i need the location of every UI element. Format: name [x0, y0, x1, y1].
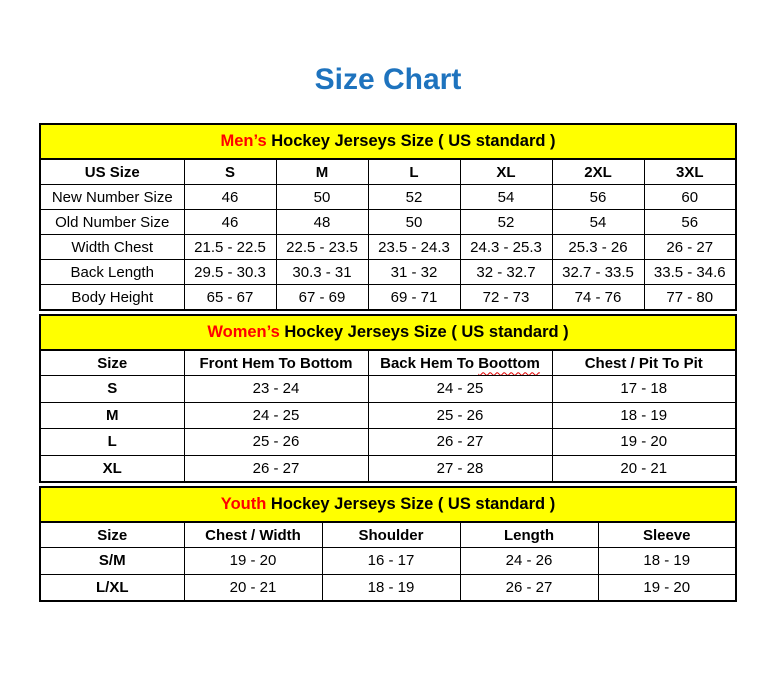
women-value-cell: 19 - 20 [552, 429, 736, 456]
women-value-cell: 25 - 26 [368, 402, 552, 429]
youth-section-title-highlight: Youth [220, 495, 267, 513]
men-column-header: S [184, 159, 276, 185]
women-table-row [40, 455, 736, 482]
men-value-cell: 46 [184, 185, 276, 210]
men-row-label: Body Height [40, 285, 184, 311]
men-row-label: New Number Size [40, 185, 184, 210]
youth-value-cell: 16 - 17 [322, 548, 460, 575]
women-column-header: Size [40, 350, 184, 376]
men-value-cell: 52 [368, 185, 460, 210]
men-value-cell: 33.5 - 34.6 [644, 260, 736, 285]
page-title: Size Chart [314, 63, 462, 96]
women-column-header: Front Hem To Bottom [184, 350, 368, 376]
youth-value-cell: 18 - 19 [322, 574, 460, 601]
youth-column-header: Sleeve [598, 522, 736, 548]
youth-table-row [40, 548, 736, 575]
women-section-title-highlight: Women’s [207, 323, 280, 341]
women-value-cell: 26 - 27 [184, 455, 368, 482]
youth-value-cell: 19 - 20 [184, 548, 322, 575]
mens-size-table [39, 123, 737, 311]
men-column-header: L [368, 159, 460, 185]
women-value-cell: 25 - 26 [184, 429, 368, 456]
men-value-cell: 48 [276, 210, 368, 235]
men-value-cell: 72 - 73 [460, 285, 552, 311]
women-row-label: L [40, 429, 184, 456]
men-column-header: M [276, 159, 368, 185]
men-value-cell: 31 - 32 [368, 260, 460, 285]
men-value-cell: 50 [276, 185, 368, 210]
men-value-cell: 32 - 32.7 [460, 260, 552, 285]
men-section-title: Men’s Hockey Jerseys Size ( US standard ) [40, 124, 736, 159]
youth-value-cell: 24 - 26 [460, 548, 598, 575]
women-value-cell: 27 - 28 [368, 455, 552, 482]
youth-column-header: Length [460, 522, 598, 548]
men-value-cell: 30.3 - 31 [276, 260, 368, 285]
women-value-cell: 24 - 25 [368, 376, 552, 403]
men-value-cell: 24.3 - 25.3 [460, 235, 552, 260]
women-table-row [40, 376, 736, 403]
women-row-label: XL [40, 455, 184, 482]
women-section-title: Women’s Hockey Jerseys Size ( US standard ) [40, 315, 736, 350]
men-table-row [40, 235, 736, 260]
men-value-cell: 22.5 - 23.5 [276, 235, 368, 260]
women-table-row [40, 429, 736, 456]
men-value-cell: 65 - 67 [184, 285, 276, 311]
youth-row-label: L/XL [40, 574, 184, 601]
men-table-row [40, 185, 736, 210]
women-row-label: M [40, 402, 184, 429]
men-value-cell: 23.5 - 24.3 [368, 235, 460, 260]
men-value-cell: 29.5 - 30.3 [184, 260, 276, 285]
men-value-cell: 32.7 - 33.5 [552, 260, 644, 285]
men-column-header: 2XL [552, 159, 644, 185]
men-row-label: Back Length [40, 260, 184, 285]
men-value-cell: 50 [368, 210, 460, 235]
womens-size-table [39, 314, 737, 483]
youth-row-label: S/M [40, 548, 184, 575]
youth-column-header: Chest / Width [184, 522, 322, 548]
men-column-header: 3XL [644, 159, 736, 185]
men-column-header: XL [460, 159, 552, 185]
men-value-cell: 56 [552, 185, 644, 210]
men-value-cell: 74 - 76 [552, 285, 644, 311]
men-value-cell: 67 - 69 [276, 285, 368, 311]
women-value-cell: 17 - 18 [552, 376, 736, 403]
youth-table-row [40, 574, 736, 601]
men-value-cell: 60 [644, 185, 736, 210]
men-value-cell: 52 [460, 210, 552, 235]
men-value-cell: 46 [184, 210, 276, 235]
youth-value-cell: 18 - 19 [598, 548, 736, 575]
size-chart-tables [39, 123, 735, 602]
misspelled-word-squiggle: Boottom [478, 354, 540, 372]
youth-value-cell: 19 - 20 [598, 574, 736, 601]
men-value-cell: 26 - 27 [644, 235, 736, 260]
men-row-label: Old Number Size [40, 210, 184, 235]
women-row-label: S [40, 376, 184, 403]
men-section-title-highlight: Men’s [220, 132, 267, 150]
men-value-cell: 25.3 - 26 [552, 235, 644, 260]
men-column-header: US Size [40, 159, 184, 185]
women-value-cell: 24 - 25 [184, 402, 368, 429]
men-value-cell: 54 [552, 210, 644, 235]
women-value-cell: 23 - 24 [184, 376, 368, 403]
women-column-header: Chest / Pit To Pit [552, 350, 736, 376]
women-table-row [40, 402, 736, 429]
men-value-cell: 69 - 71 [368, 285, 460, 311]
women-value-cell: 18 - 19 [552, 402, 736, 429]
men-table-row [40, 210, 736, 235]
men-row-label: Width Chest [40, 235, 184, 260]
youth-value-cell: 20 - 21 [184, 574, 322, 601]
men-value-cell: 77 - 80 [644, 285, 736, 311]
men-table-row [40, 260, 736, 285]
youth-column-header: Shoulder [322, 522, 460, 548]
men-value-cell: 56 [644, 210, 736, 235]
women-column-header: Back Hem To Boottom [368, 350, 552, 376]
youth-value-cell: 26 - 27 [460, 574, 598, 601]
youth-section-title: Youth Hockey Jerseys Size ( US standard ) [40, 487, 736, 522]
women-value-cell: 26 - 27 [368, 429, 552, 456]
men-value-cell: 54 [460, 185, 552, 210]
women-value-cell: 20 - 21 [552, 455, 736, 482]
men-table-row [40, 285, 736, 311]
youth-column-header: Size [40, 522, 184, 548]
youth-size-table [39, 486, 737, 602]
men-value-cell: 21.5 - 22.5 [184, 235, 276, 260]
